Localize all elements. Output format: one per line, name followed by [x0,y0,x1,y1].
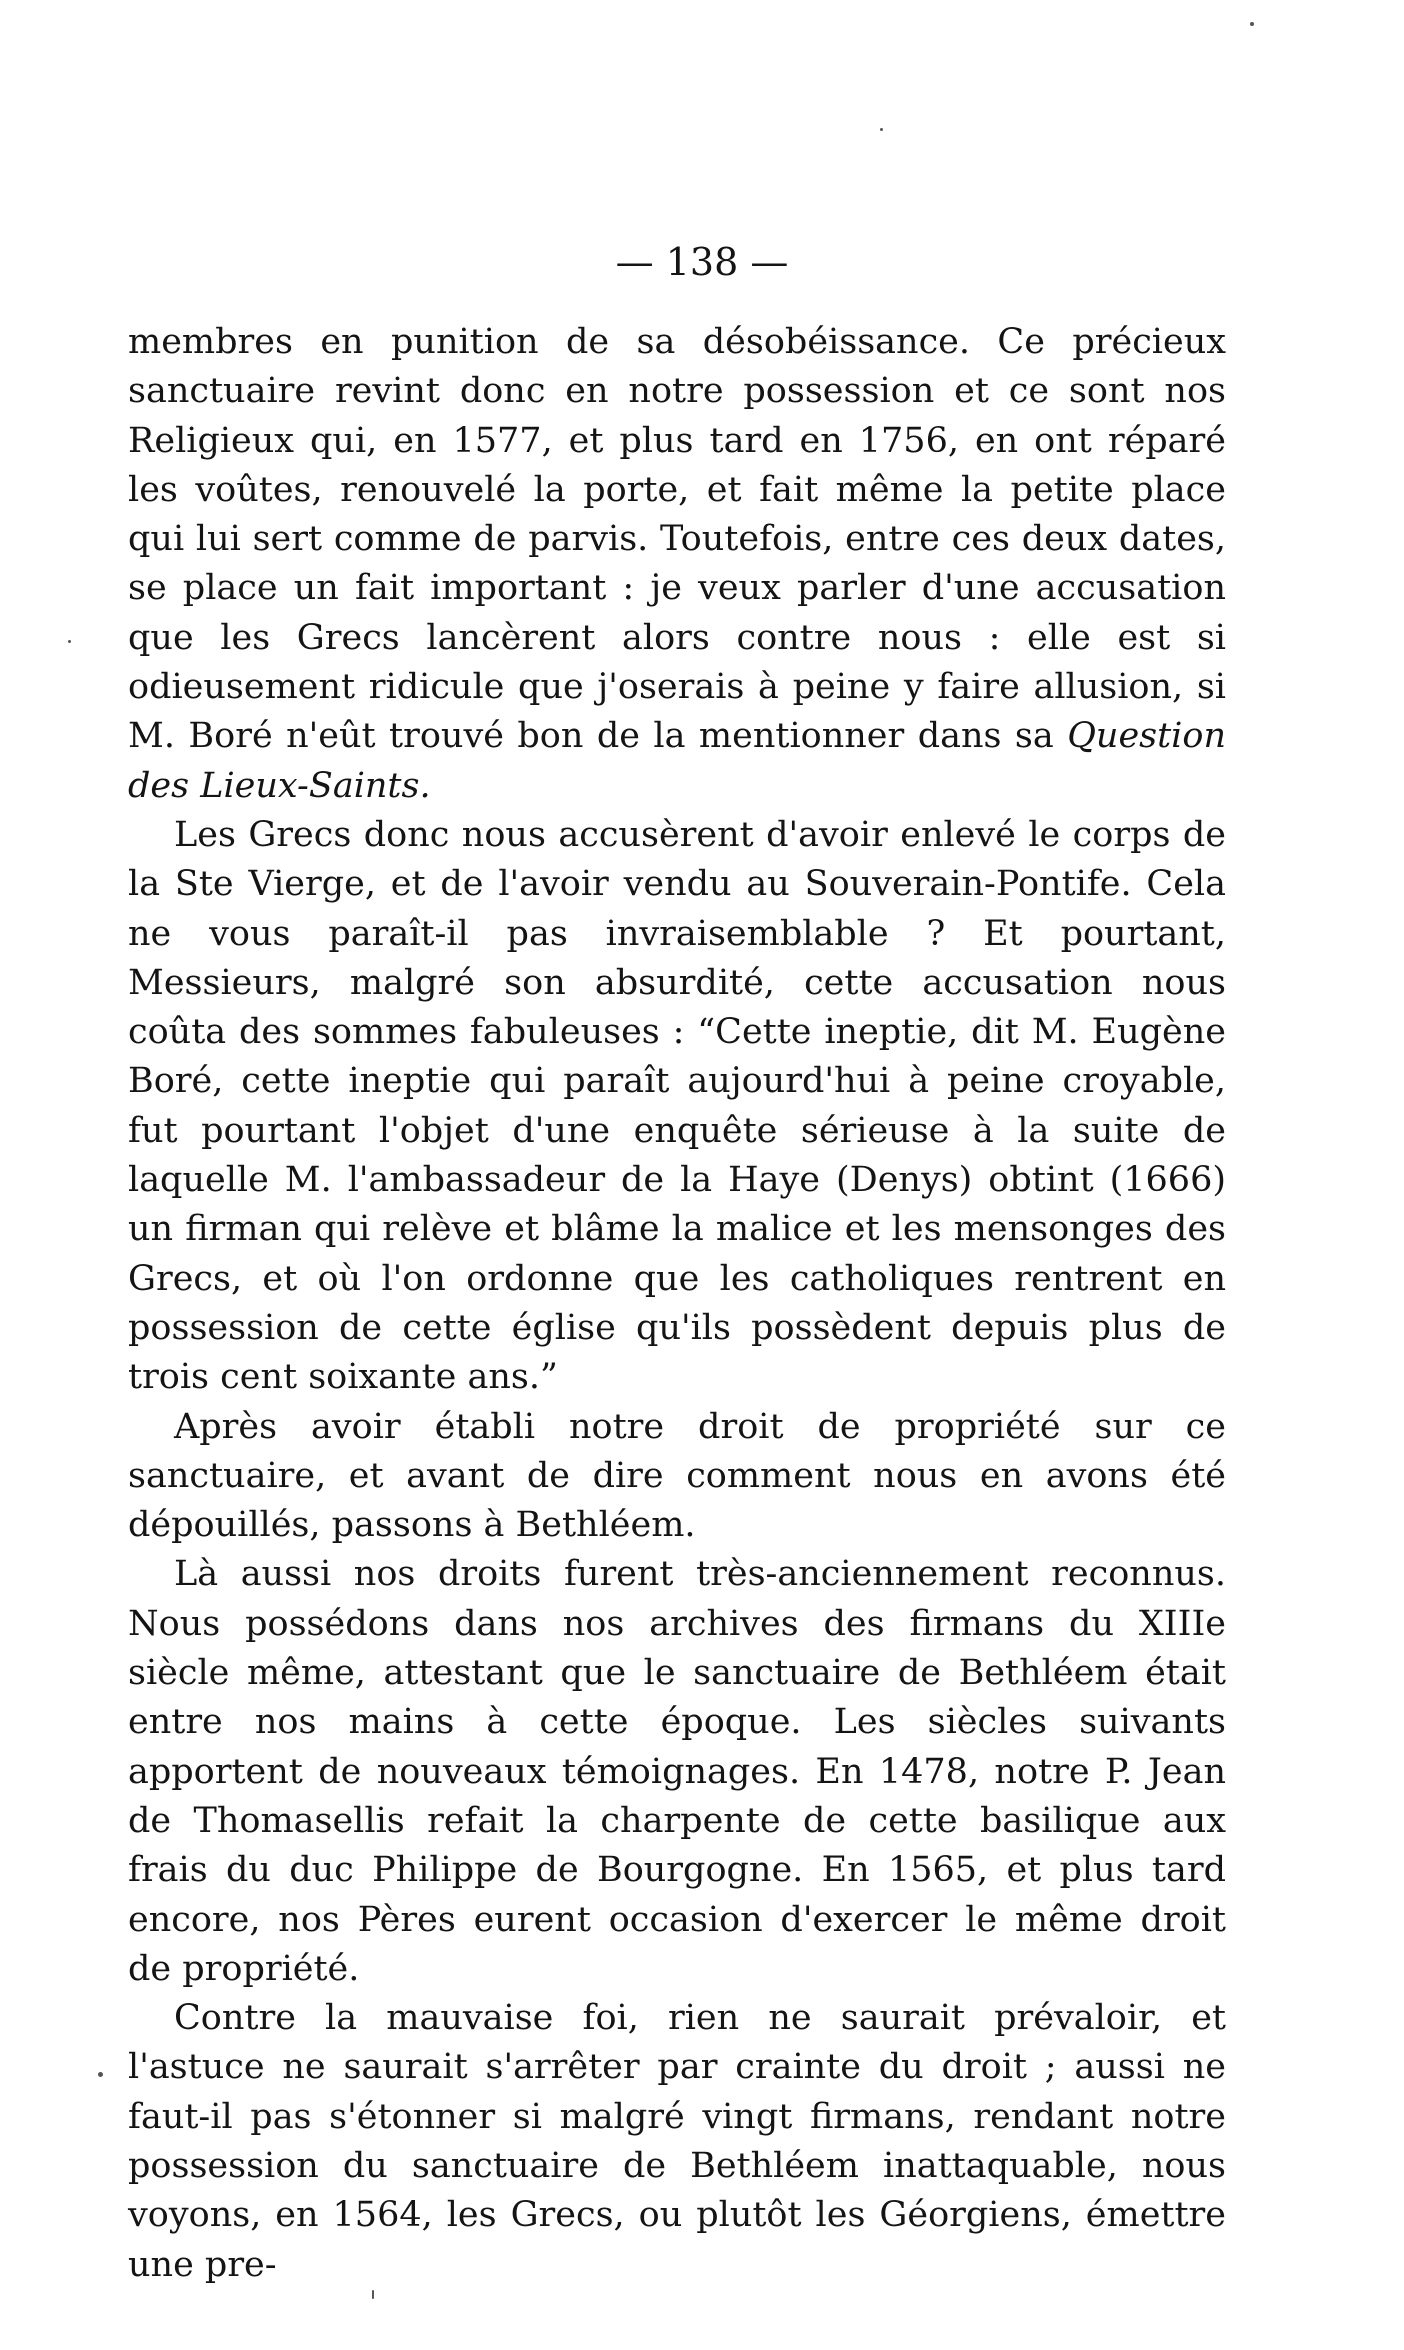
scan-speck [98,2072,103,2077]
paragraph-4: Là aussi nos droits furent très-anciennement reconnus. Nous possédons dans nos archives des firmans du XIIIe siècle même, attestant que le sanctuaire de Bethléem était entre nos mains à cette époque. Les siècles suivants apportent de nouveaux témoignages. En 1478, notre P. Jean de Thomasellis refait la charpente de cette basilique aux frais du duc Philippe de Bourgogne. En 1565, et plus tard encore, nos Pères eurent occasion d'exercer le même droit de propriété. [128,1554,1226,1989]
book-title-italic: Question des Lieux-Saints. [128,716,1226,806]
paragraph-5: Contre la mauvaise foi, rien ne saurait prévaloir, et l'astuce ne saurait s'arrêter par crainte du droit ; aussi ne faut-il pas s'étonner si malgré vingt firmans, rendant notre possession du sanctuaire de Bethléem inattaquable, nous voyons, en 1564, les Grecs, ou plutôt les Géorgiens, émettre une pre- [128,1998,1226,2285]
paragraph-1 [128,318,1226,811]
page-number: — 138 — [615,240,789,284]
paragraph-3: Après avoir établi notre droit de propriété sur ce sanctuaire, et avant de dire comment nous en avons été dépouillés, passons à Bethléem. [128,1406,1226,1546]
scan-speck [372,2290,374,2299]
scan-speck [880,128,883,131]
paragraph-1-text: membres en punition de sa désobéissance. Ce précieux sanctuaire revint donc en notre possession et ce sont nos Religieux qui, en 1577, et plus tard en 1756, en ont réparé les voûtes, renouvelé la porte, et fait même la petite place qui lui sert comme de parvis. Toutefois, entre ces deux dates, se place un fait important : je veux parler d'une accusation que les Grecs lancèrent alors contre nous : elle est si odieusement ridicule que j'oserais à peine y faire allusion, si M. Boré n'eût trouvé bon de la mentionner dans sa [128,322,1226,757]
scan-speck [1250,22,1254,26]
paragraph-2: Les Grecs donc nous accusèrent d'avoir enlevé le corps de la Ste Vierge, et de l'avoir vendu au Souverain-Pontife. Cela ne vous paraît-il pas invraisemblable ? Et pourtant, Messieurs, malgré son absurdité, cette accusation nous coûta des sommes fabuleuses : “Cette ineptie, dit M. Eugène Boré, cette ineptie qui paraît aujourd'hui à peine croyable, fut pourtant l'objet d'une enquête sérieuse à la suite de laquelle M. l'ambassadeur de la Haye (Denys) obtint (1666) un firman qui relève et blâme la malice et les mensonges des Grecs, et où l'on ordonne que les catholiques rentrent en possession de cette église qu'ils possèdent depuis plus de trois cent soixante ans.” [128,814,1226,1398]
scan-speck [68,640,71,643]
body-text [128,318,1226,2290]
